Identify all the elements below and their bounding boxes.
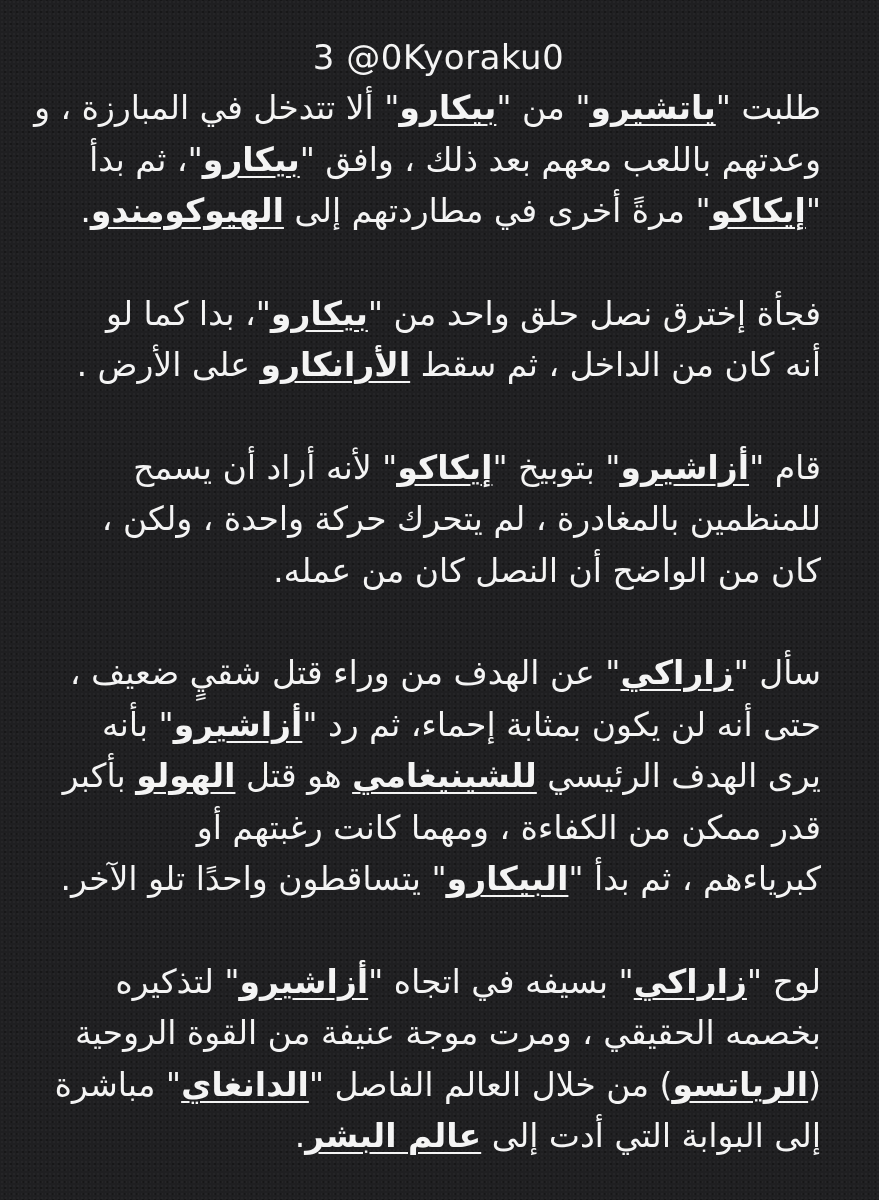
character-name: إيكاكو (397, 447, 493, 487)
character-name: للشينيغامي (352, 756, 537, 795)
text-segment: . (80, 191, 91, 230)
page-number: 3 (312, 38, 335, 78)
paragraph (56, 288, 821, 391)
character-name: عالم البشر (305, 1116, 482, 1155)
text-segment: كبرياءهم ، ثم بدأ " (568, 859, 821, 898)
character-name: أزاشيرو (173, 704, 303, 744)
text-line (56, 1007, 821, 1059)
text-segment: أنه كان من الداخل ، ثم سقط (410, 345, 821, 384)
text-segment: "، بدا كما لو (105, 293, 271, 333)
character-name: إيكاكو (710, 191, 806, 230)
character-name: أزاشيرو (620, 447, 750, 487)
character-name: الهيوكومندو (90, 191, 284, 230)
text-segment: " لتذكيره (115, 961, 240, 1001)
text-line (56, 1059, 821, 1111)
text-segment: " بأنه (101, 704, 174, 744)
text-segment: بخصمه الحقيقي ، ومرت موجة عنيفة من القوة الروحية (75, 1013, 821, 1052)
character-name: أزاشيرو (239, 961, 369, 1001)
paragraph (34, 82, 821, 237)
author-handle: @0Kyoraku0 (346, 38, 565, 78)
text-segment: وعدتهم باللعب معهم بعد ذلك ، وافق " (299, 139, 821, 179)
text-line (56, 802, 821, 854)
text-line (56, 647, 821, 699)
text-segment: " لأنه أراد أن يسمح (133, 447, 398, 487)
text-segment: لوح " (746, 961, 821, 1001)
text-segment: ( (808, 1064, 821, 1104)
text-line (56, 853, 821, 905)
text-segment: "، ثم بدأ (89, 139, 203, 179)
text-segment: " بتوبيخ " (492, 447, 621, 487)
text-line (56, 750, 821, 802)
character-name: الرياتسو (672, 1064, 809, 1104)
text-segment: بأكبر (62, 756, 137, 795)
text-segment: " مباشرة (54, 1064, 182, 1104)
text-segment: فجأة إخترق نصل حلق واحد من " (367, 293, 821, 333)
text-line (56, 1110, 821, 1162)
text-line (56, 545, 821, 597)
text-segment: سأل " (733, 653, 821, 692)
character-name: بيكارو (270, 293, 368, 333)
paragraph (56, 956, 821, 1162)
character-name: ياتشيرو (590, 88, 716, 127)
text-segment: كان من الواضح أن النصل كان من عمله. (273, 550, 821, 590)
character-name: زاراكي (633, 961, 747, 1001)
text-segment: طلبت " (715, 88, 821, 127)
character-name: الدانغاي (181, 1064, 309, 1104)
text-line (56, 493, 821, 545)
character-name: البيكارو (446, 859, 569, 898)
text-segment: " بسيفه في اتجاه " (368, 961, 634, 1001)
text-segment: " عن الهدف من وراء قتل شقيٍ ضعيف ، (69, 653, 621, 692)
text-segment: حتى أنه لن يكون بمثابة إحماء، ثم رد " (302, 704, 821, 744)
text-segment: " مرةً أخرى في مطاردتهم إلى (283, 191, 711, 230)
text-segment: " (805, 191, 821, 230)
story-text (34, 82, 821, 1162)
paragraph (56, 647, 821, 905)
page-header (56, 36, 821, 80)
text-line (56, 699, 821, 751)
paragraph (56, 442, 821, 597)
text-segment: هو قتل (235, 756, 353, 795)
text-line (56, 442, 821, 494)
text-segment: . (294, 1116, 306, 1155)
text-segment: على الأرض . (76, 345, 261, 384)
text-line (56, 956, 821, 1008)
character-name: بيكارو (202, 139, 300, 179)
text-segment: " ألا تتدخل في المبارزة ، و (34, 88, 400, 127)
text-segment: يرى الهدف الرئيسي (536, 756, 821, 795)
text-segment: قام " (749, 447, 821, 487)
character-name: الأرانكارو (260, 345, 411, 384)
text-segment: ) من خلال العالم الفاصل " (308, 1064, 673, 1104)
text-segment: للمنظمين بالمغادرة ، لم يتحرك حركة واحدة ، ولكن ، (101, 499, 821, 538)
text-segment: " من " (496, 88, 591, 127)
text-segment: " يتساقطون واحدًا تلو الآخر. (60, 859, 447, 898)
character-name: بيكارو (399, 88, 497, 127)
text-line (56, 185, 821, 237)
character-name: الهولو (136, 756, 236, 795)
text-segment: إلى البوابة التي أدت إلى (481, 1116, 821, 1155)
text-line (56, 134, 821, 186)
text-line (56, 339, 821, 391)
text-line (56, 288, 821, 340)
text-segment: قدر ممكن من الكفاءة ، ومهما كانت رغبتهم أو (196, 807, 821, 847)
character-name: زاراكي (620, 653, 734, 692)
text-line (34, 82, 821, 134)
